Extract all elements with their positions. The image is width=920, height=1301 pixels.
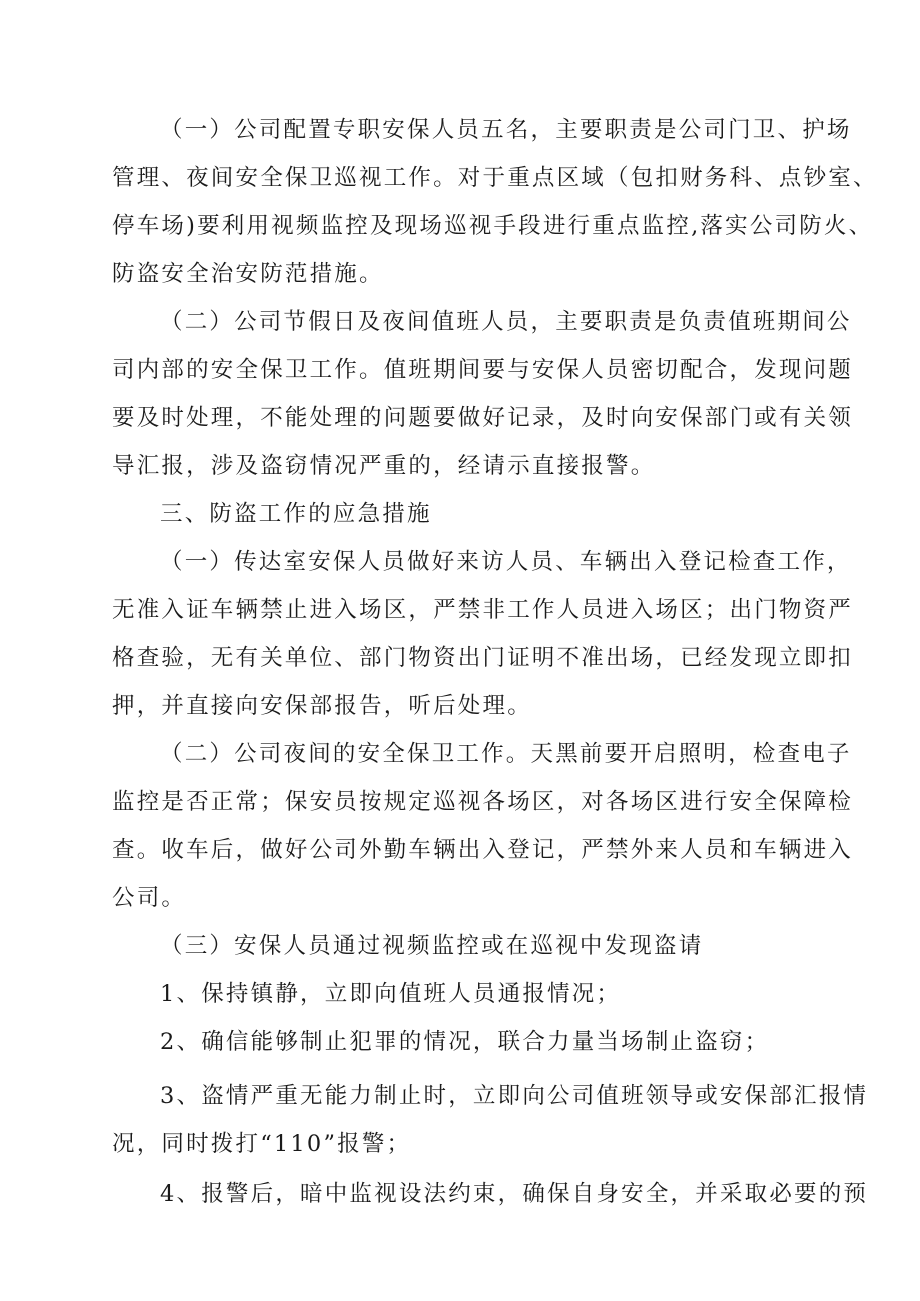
paragraph-line: 司内部的安全保卫工作。值班期间要与安保人员密切配合，发现问题: [112, 357, 854, 383]
paragraph-line: （二）公司夜间的安全保卫工作。天黑前要开启照明，检查电子: [160, 741, 852, 767]
paragraph-line: （一）传达室安保人员做好来访人员、车辆出入登记检查工作，: [160, 549, 852, 575]
paragraph-line: 管理、夜间安全保卫巡视工作。对于重点区域（包扣财务科、点钞室、: [112, 165, 878, 191]
paragraph-line: 停车场)要利用视频监控及现场巡视手段进行重点监控,落实公司防火、: [112, 213, 874, 239]
list-item: 4、报警后，暗中监视设法约束，确保自身安全，并采取必要的预: [160, 1181, 869, 1207]
paragraph-line: （一）公司配置专职安保人员五名，主要职责是公司门卫、护场: [160, 117, 852, 143]
paragraph-line: 格查验，无有关单位、部门物资出门证明不准出场，已经发现立即扣: [112, 645, 854, 671]
list-item: 2、确信能够制止犯罪的情况，联合力量当场制止盗窃；: [160, 1029, 770, 1055]
paragraph-line: 无准入证车辆禁止进入场区，严禁非工作人员进入场区；出门物资严: [112, 597, 854, 623]
list-item: 3、盗情严重无能力制止时，立即向公司值班领导或安保部汇报情: [160, 1083, 869, 1109]
paragraph-line: 防盗安全治安防范措施。: [112, 261, 384, 287]
list-item: 1、保持镇静，立即向值班人员通报情况；: [160, 981, 622, 1007]
section-heading: 三、防盗工作的应急措施: [160, 501, 432, 527]
paragraph-line: （二）公司节假日及夜间值班人员，主要职责是负责值班期间公: [160, 309, 852, 335]
paragraph-line: 况，同时拨打“110”报警；: [112, 1131, 412, 1157]
paragraph-line: 要及时处理，不能处理的问题要做好记录，及时向安保部门或有关领: [112, 405, 854, 431]
paragraph-line: 押，并直接向安保部报告，听后处理。: [112, 693, 532, 719]
paragraph-line: 监控是否正常；保安员按规定巡视各场区，对各场区进行安全保障检: [112, 789, 854, 815]
paragraph-line: 查。收车后，做好公司外勤车辆出入登记，严禁外来人员和车辆进入: [112, 837, 854, 863]
paragraph-line: 公司。: [112, 885, 187, 911]
paragraph-line: 导汇报，涉及盗窃情况严重的，经请示直接报警。: [112, 453, 656, 479]
paragraph-line: （三）安保人员通过视频监控或在巡视中发现盗请: [160, 933, 704, 959]
